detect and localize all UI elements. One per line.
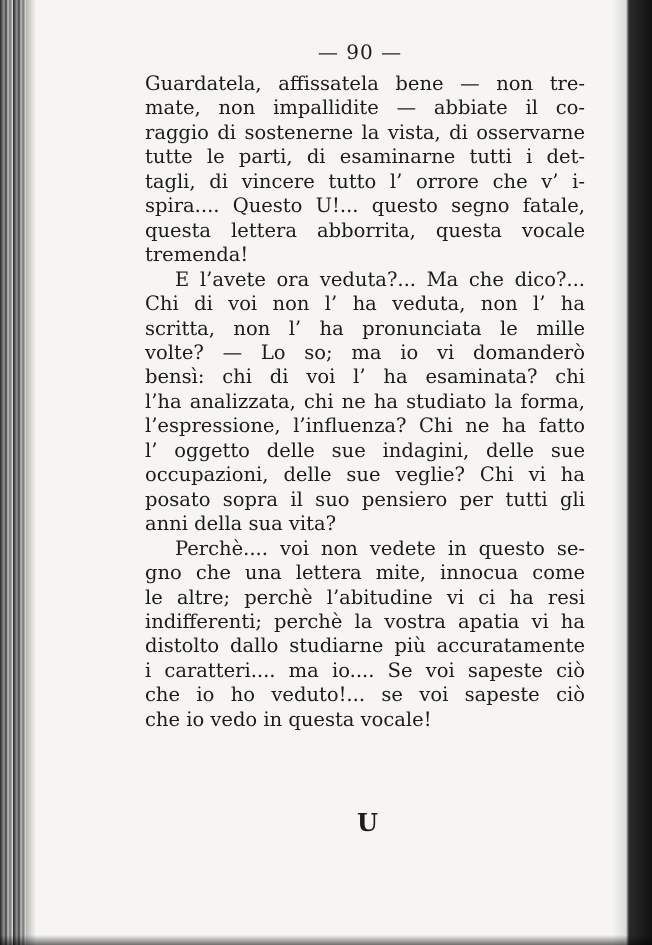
text-line: tremenda! xyxy=(145,243,249,267)
text-line: scritta, non l’ ha pronunciata le mille xyxy=(145,316,585,340)
text-line: bensì: chi di voi l’ ha esaminata? chi xyxy=(145,365,585,389)
page-right-edge xyxy=(612,0,652,945)
text-line: indifferenti; perchè la vostra apatia vi ha xyxy=(145,609,585,633)
text-line: distolto dallo studiarne più accuratamente xyxy=(145,634,585,658)
text-line: gno che una lettera mite, innocua come xyxy=(145,561,585,585)
text-line: le altre; perchè l’abitudine vi ci ha resi xyxy=(145,585,585,609)
text-line: i caratteri.... ma io.... Se voi sapeste ciò xyxy=(145,658,585,682)
text-line: l’ha analizzata, chi ne ha studiato la forma, xyxy=(145,389,585,413)
text-line: E l’avete ora veduta?... Ma che dico?... xyxy=(175,267,585,291)
text-line: tutte le parti, di esaminarne tutti i det- xyxy=(145,145,585,169)
text-line: posato sopra il suo pensiero per tutti gli xyxy=(145,487,585,511)
text-line: anni della sua vita? xyxy=(145,512,337,536)
final-vowel-symbol: U xyxy=(357,808,378,837)
text-line: raggio di sostenerne la vista, di osservarne xyxy=(145,120,585,144)
text-line: l’ oggetto delle sue indagini, delle sue xyxy=(145,438,585,462)
page-bottom-edge xyxy=(0,935,652,945)
book-binding xyxy=(0,0,26,945)
text-line: spira.... Questo U!... questo segno fatale, xyxy=(145,194,585,218)
text-line: che io vedo in questa vocale! xyxy=(145,707,432,731)
text-line: l’espressione, l’influenza? Chi ne ha fatto xyxy=(145,414,585,438)
text-line: occupazioni, delle sue veglie? Chi vi ha xyxy=(145,463,585,487)
text-line: volte? — Lo so; ma io vi domanderò xyxy=(145,340,585,364)
text-line: Chi di voi non l’ ha veduta, non l’ ha xyxy=(145,292,585,316)
text-line: Perchè.... voi non vedete in questo se- xyxy=(175,536,585,560)
text-line: Guardatela, affissatela bene — non tre- xyxy=(145,72,585,95)
text-line: tagli, di vincere tutto l’ orrore che v’ i- xyxy=(145,169,585,193)
text-line: mate, non impallidite — abbiate il co- xyxy=(145,96,585,120)
page-number: — 90 — xyxy=(317,40,403,64)
body-text xyxy=(145,72,585,732)
text-line: che io ho veduto!... se voi sapeste ciò xyxy=(145,683,585,707)
text-line: questa lettera abborrita, questa vocale xyxy=(145,218,585,242)
